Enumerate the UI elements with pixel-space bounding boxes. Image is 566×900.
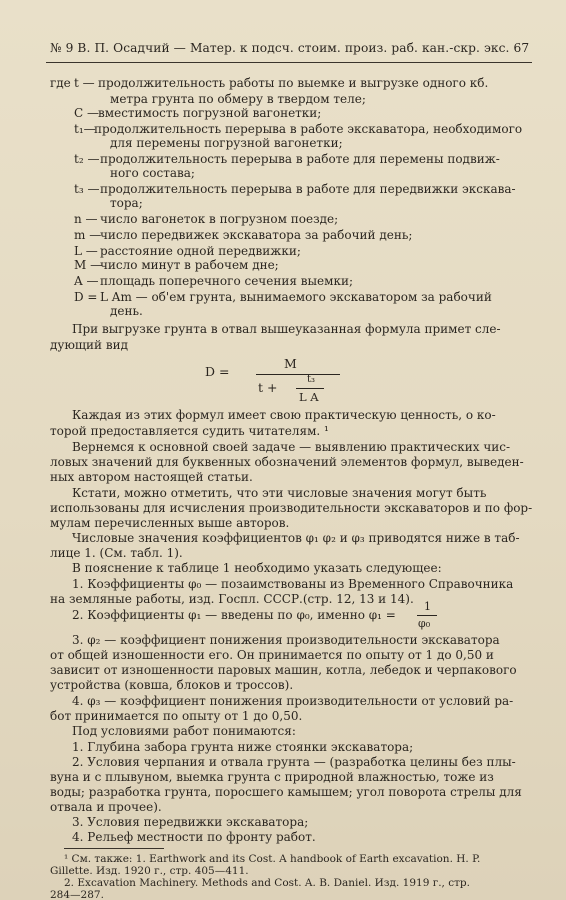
fraction-denominator: φ₀ [418,617,431,630]
paragraph-line: Вернемся к основной своей задаче — выявлению практических чис- [72,440,511,454]
paragraph-line: 1. Глубина забора грунта ниже стоянки экскаватора; [72,740,414,754]
paragraph-line: Кстати, можно отметить, что эти числовые значения могут быть [72,486,487,500]
def-text: тора; [110,196,143,210]
def-text: число вагонеток в погрузном поезде; [100,212,339,226]
paragraph-line: При выгрузке грунта в отвал вышеуказанная формула примет сле- [72,322,501,336]
paragraph-line: устройства (ковша, блоков и троссов). [50,678,294,692]
paragraph-line: 2. Коэффициенты φ₁ — введены по φ₀, именно φ₁ = [72,608,396,622]
paragraph-line: лице 1. (См. табл. 1). [50,546,183,560]
def-label: D = [74,290,98,304]
def-text: L Am — об'ем грунта, вынимаемого экскаватором за рабочий [100,290,492,304]
paragraph-line: ловых значений для буквенных обозначений элементов формул, выведен- [50,455,524,469]
def-text: расстояние одной передвижки; [100,244,301,258]
formula-inner-bar [296,388,324,389]
footnote-line: ¹ См. также: 1. Earthwork and its Cost. A handbook of Earth excavation. H. P. [64,853,481,865]
paragraph-line: торой предоставляется судить читателям. ¹ [50,424,329,438]
def-label: t₃ — [74,182,100,196]
def-label: M — [74,258,103,272]
paragraph-line: 4. φ₃ — коэффициент понижения производительности от условий ра- [72,694,514,708]
def-lead: где [50,76,71,90]
def-text: для перемены погрузной вагонетки; [110,136,343,150]
paragraph-line: 2. Условия черпания и отвала грунта — (разработка целины без плы- [72,755,516,769]
def-text: метра грунта по обмеру в твердом теле; [110,92,366,106]
footnote-line: 2. Excavation Machinery. Methods and Cost. A. B. Daniel. Изд. 1919 г., стр. [64,877,470,889]
footnote-rule [64,848,164,849]
def-text: вместимость погрузной вагонетки; [98,106,322,120]
header-rule [46,62,532,63]
def-text: продолжительность перерыва в работе экскаватора, необходимого [94,122,523,136]
footnote-line: 284—287. [50,889,104,900]
def-label: t₁— [74,122,96,136]
paragraph-line: на земляные работы, изд. Госпл. СССР.(стр. 12, 13 и 14). [50,592,414,606]
paragraph-line: отвала и прочее). [50,800,162,814]
def-text: день. [110,304,143,318]
paragraph-line: 3. Условия передвижки экскаватора; [72,815,309,829]
formula-lhs: D = [205,364,230,379]
def-label: L — [74,244,98,258]
fraction-numerator: 1 [424,600,431,613]
fraction-bar [417,615,437,616]
paragraph-line: от общей изношенности его. Он принимается по опыту от 1 до 0,50 и [50,648,494,662]
formula-bar [256,374,340,375]
def-text: продолжительность перерыва в работе для передвижки экскава- [100,182,516,196]
formula-numerator: M [284,356,297,371]
paragraph-line: Числовые значения коэффициентов φ₁ φ₂ и φ₃ приводятся ниже в таб- [72,531,520,545]
def-text: продолжительность работы по выемке и выгрузке одного кб. [98,76,489,90]
def-text: ного состава; [110,166,195,180]
paragraph-line: дующий вид [50,338,129,352]
formula-inner-num: t₃ [307,374,316,385]
page-header: № 9 В. П. Осадчий — Матер. к подсч. стоим. произ. раб. кан.-скр. экс. 67 [50,41,530,55]
paragraph-line: В пояснение к таблице 1 необходимо указать следующее: [72,561,442,575]
def-label: A — [74,274,99,288]
def-text: число минут в рабочем дне; [100,258,279,272]
formula-plus: t + [258,380,278,395]
paragraph-line: 3. φ₂ — коэффициент понижения производительности экскаватора [72,633,500,647]
paragraph-line: Под условиями работ понимаются: [72,724,296,738]
paragraph-line: вуна и с плывуном, выемка грунта с природной влажностью, тоже из [50,770,494,784]
def-text: продолжительность перерыва в работе для перемены подвиж- [100,152,500,166]
def-text: число передвижек экскаватора за рабочий день; [100,228,413,242]
paragraph-line: использованы для исчисления производительности экскаваторов и по фор- [50,501,533,515]
paragraph-line: 1. Коэффициенты φ₀ — позаимствованы из Временного Справочника [72,577,514,591]
paragraph-line: 4. Рельеф местности по фронту работ. [72,830,316,844]
def-label: n — [74,212,98,226]
def-label: m — [74,228,102,242]
paragraph-line: воды; разработка грунта, поросшего камышем; угол поворота стрелы для [50,785,522,799]
paragraph-line: Каждая из этих формул имеет свою практическую ценность, о ко- [72,408,496,422]
def-label: t — [74,76,95,90]
def-label: C — [74,106,99,120]
def-text: площадь поперечного сечения выемки; [100,274,354,288]
paragraph-line: зависит от изношенности паровых машин, котла, лебедок и черпакового [50,663,517,677]
paragraph-line: ных автором настоящей статьи. [50,470,253,484]
footnote-line: Gillette. Изд. 1920 г., стр. 405—411. [50,865,249,877]
def-label: t₂ — [74,152,100,166]
formula-inner-den: L A [299,390,319,404]
paragraph-line: бот принимается по опыту от 1 до 0,50. [50,709,303,723]
paragraph-line: мулам перечисленных выше авторов. [50,516,290,530]
